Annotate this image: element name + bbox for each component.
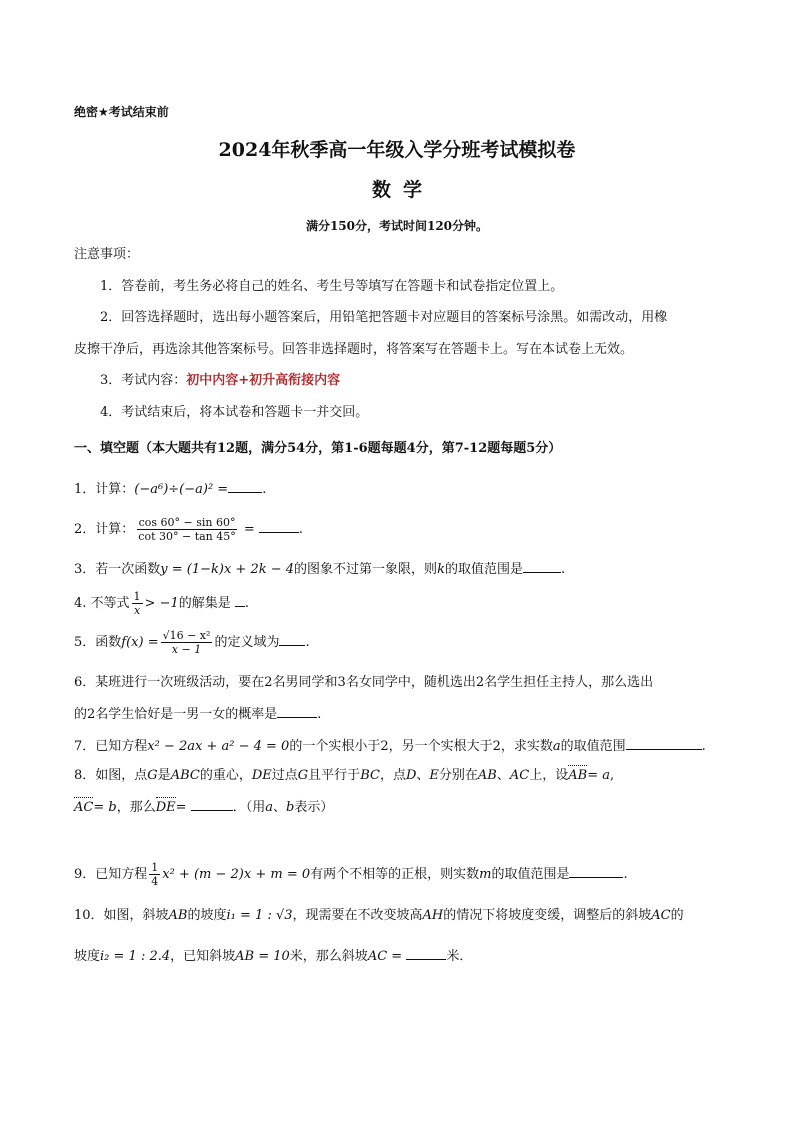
q8-text-j: ．（用	[232, 800, 266, 815]
q8-text-i: ，那么	[116, 800, 156, 815]
q10-text-g: ，已知斜坡	[170, 949, 236, 964]
q4-denominator: x	[133, 604, 141, 617]
q5-prefix: 5．函数	[74, 635, 122, 650]
q8-text-e: 且平行于	[308, 768, 361, 783]
q2-numerator: cos 60° − sin 60°	[138, 516, 236, 529]
q7-variable: a	[552, 739, 561, 754]
q8-vector-ab: AB	[568, 768, 588, 783]
q8-text-c: 的重心，	[199, 768, 252, 783]
q5-fraction	[161, 629, 213, 656]
q5-suffix: 的定义域为	[214, 635, 280, 650]
q8-var-a: a	[265, 800, 273, 815]
q8-text-d: 过点	[271, 768, 298, 783]
q8-eq: =	[175, 800, 187, 815]
q8-point-d: D	[405, 768, 417, 783]
q1-prefix: 1．计算：	[74, 482, 135, 497]
q9-mid: 有两个不相等的正根，则实数	[310, 867, 480, 882]
q8-point-g: G	[147, 768, 158, 783]
q9-prefix: 9．已知方程	[74, 867, 148, 882]
notice-item-2-line-1: 2．回答选择题时，选出每小题答案后，用铅笔把答题卡对应题目的答案标号涂黑。如需改动，用橡	[100, 310, 668, 325]
notice-item-4: 4．考试结束后，将本试卷和答题卡一并交回。	[100, 405, 369, 420]
q8-point-g-2: G	[297, 768, 309, 783]
q9-denominator: 4	[151, 875, 159, 888]
question-9: 9．已知方程 $\frac{1}{4}$ x² + (m − 2)x + m = 0有两个不相等的正根，则实数m的取值范围是 .	[74, 861, 628, 888]
q6-answer-blank[interactable]	[277, 705, 317, 718]
q4-prefix: 4. 不等式	[74, 596, 130, 611]
notice-item-2-line-2: 皮擦干净后，再选涂其他答案标号。回答非选择题时，将答案写在答题卡上。写在本试卷上无效。	[74, 342, 634, 357]
question-1: 1．计算：(−a⁶)÷(−a)² = .	[74, 482, 267, 497]
question-3: 3．若一次函数y = (1−k)x + 2k − 4的图象不过第一象限，则k的取值范围是 .	[74, 562, 566, 577]
q9-suffix: 的取值范围是	[491, 867, 570, 882]
question-4: 4. 不等式 $\frac{1}{x}$ > −1的解集是 .	[74, 590, 250, 617]
q3-expression: y = (1−k)x + 2k − 4	[160, 562, 295, 577]
q1-answer-blank[interactable]	[228, 480, 262, 493]
q7-mid: 的一个实根小于2，另一个实根大于2，求实数	[289, 739, 553, 754]
q4-fraction	[132, 590, 143, 617]
q8-eq-a: = a	[587, 768, 610, 783]
exam-meta: 满分150分，考试时间120分钟。	[305, 219, 489, 233]
q4-inequality: > −1	[144, 596, 179, 611]
q7-answer-blank[interactable]	[626, 737, 702, 750]
q10-slope-ac: AC	[651, 908, 671, 923]
q8-segment-ac: AC	[509, 768, 530, 783]
q8-segment-ab: AB	[477, 768, 497, 783]
q5-denominator: x − 1	[171, 643, 202, 656]
q4-answer-blank[interactable]	[235, 594, 245, 607]
q4-numerator: 1	[133, 590, 141, 603]
q10-text-a: 10．如图，斜坡	[74, 908, 169, 923]
q10-height-ah: AH	[422, 908, 444, 923]
q8-segment-de: DE	[251, 768, 272, 783]
q10-text-d: 的情况下将坡度变缓，调整后的斜坡	[443, 908, 652, 923]
question-8-line-1: 8．如图，点G是ABC的重心，DE过点G且平行于BC，点D、E分别在AB、AC上，设AB= a,	[74, 768, 615, 783]
q8-var-b: b	[285, 800, 295, 815]
subject-title: 数学	[371, 179, 434, 201]
q8-point-e: E	[429, 768, 439, 783]
q8-sep-2: 、	[496, 768, 510, 783]
q2-prefix: 2．计算：	[74, 522, 135, 537]
q9-expression: x² + (m − 2)x + m = 0	[162, 867, 311, 882]
q8-eq-b: = b	[93, 800, 117, 815]
q10-text-i: 米．	[446, 949, 473, 964]
question-6-line-1: 6．某班进行一次班级活动，要在2名男同学和3名女同学中，随机选出2名学生担任主持人，那么选出	[74, 675, 654, 690]
q2-fraction	[136, 516, 237, 543]
q9-numerator: 1	[151, 861, 159, 874]
q6-line-2-text: 的2名学生恰好是一男一女的概率是	[74, 707, 278, 722]
q10-text-b: 的坡度	[187, 908, 227, 923]
question-6-line-2: 的2名学生恰好是一男一女的概率是 .	[74, 707, 322, 722]
question-10-line-2	[74, 947, 472, 966]
question-5: 5．函数f(x) = $\frac{\text{√16 − x²}}{x - 1}$ 的定义域为 .	[74, 629, 310, 656]
q2-denominator: cot 30° − tan 45°	[138, 530, 236, 543]
q9-answer-blank[interactable]	[569, 865, 623, 878]
q8-triangle-abc: ABC	[170, 768, 200, 783]
exam-title: 2024年秋季高一年级入学分班考试模拟卷	[218, 139, 576, 161]
q8-text-f: ，点	[379, 768, 406, 783]
q8-text-b: 是	[157, 768, 171, 783]
q10-ac-eq: AC =	[367, 949, 403, 964]
notice-heading: 注意事项：	[74, 247, 140, 262]
q8-text-g: 分别在	[438, 768, 478, 783]
q8-segment-bc: BC	[360, 768, 380, 783]
section-heading: 一、填空题（本大题共有12题，满分54分，第1-6题每题4分，第7-12题每题5分）	[74, 441, 562, 456]
q2-answer-blank[interactable]	[259, 520, 299, 533]
q7-expression: x² − 2ax + a² − 4 = 0	[147, 739, 290, 754]
q10-text-e: 的	[670, 908, 684, 923]
q3-variable: k	[437, 562, 445, 577]
q8-text-a: 8．如图，点	[74, 768, 148, 783]
question-2: 2．计算： $\frac{\cos 60^\circ - \sin 60^\circ}{\cot 30^\circ - \tan 45^\circ}$ = .	[74, 516, 304, 543]
question-7: 7．已知方程x² − 2ax + a² − 4 = 0的一个实根小于2，另一个实根大于2，求实数a的取值范围 .	[74, 739, 706, 754]
question-10-line-1	[74, 907, 684, 925]
q3-suffix: 的取值范围是	[444, 562, 523, 577]
q7-suffix: 的取值范围	[560, 739, 626, 754]
q10-ab-length: AB = 10	[235, 949, 290, 964]
q10-text-c: ，现需要在不改变坡高	[292, 908, 423, 923]
q5-answer-blank[interactable]	[279, 633, 305, 646]
q10-text-h: 米，那么斜坡	[289, 949, 368, 964]
q9-variable: m	[479, 867, 492, 882]
q9-fraction	[149, 861, 160, 888]
q10-grade-i1: i₁ = 1 : √3	[226, 908, 293, 923]
q8-text-k: 表示）	[294, 800, 334, 815]
notice-item-3-prefix: 3．考试内容：	[100, 373, 187, 388]
q1-expression: (−a⁶)÷(−a)² =	[134, 482, 229, 497]
notice-item-3	[100, 372, 340, 390]
q3-prefix: 3．若一次函数	[74, 562, 161, 577]
q10-text-f: 坡度	[74, 949, 101, 964]
q10-slope-ab: AB	[168, 908, 188, 923]
q8-vector-de: DE	[155, 800, 176, 815]
q8-text-h: 上，设	[529, 768, 569, 783]
q5-numerator: √16 − x²	[162, 629, 211, 642]
q3-answer-blank[interactable]	[523, 560, 561, 573]
q5-lhs: f(x) =	[121, 635, 159, 650]
q8-vector-ac: AC	[74, 800, 94, 815]
q8-sep-1: 、	[416, 768, 430, 783]
q3-mid: 的图象不过第一象限，则	[294, 562, 438, 577]
q10-grade-i2: i₂ = 1 : 2.4	[100, 949, 171, 964]
notice-item-3-content: 初中内容+初升高衔接内容	[186, 373, 341, 388]
q7-prefix: 7．已知方程	[74, 739, 148, 754]
question-8-line-2	[74, 798, 333, 817]
q4-suffix: 的解集是	[178, 596, 231, 611]
q8-answer-blank[interactable]	[191, 798, 233, 811]
q10-answer-blank[interactable]	[406, 947, 446, 960]
q8-sep-3: 、	[272, 800, 286, 815]
secret-mark: 绝密★考试结束前	[74, 105, 169, 119]
notice-item-1: 1．答卷前，考生务必将自己的姓名、考生号等填写在答题卡和试卷指定位置上。	[100, 279, 564, 294]
